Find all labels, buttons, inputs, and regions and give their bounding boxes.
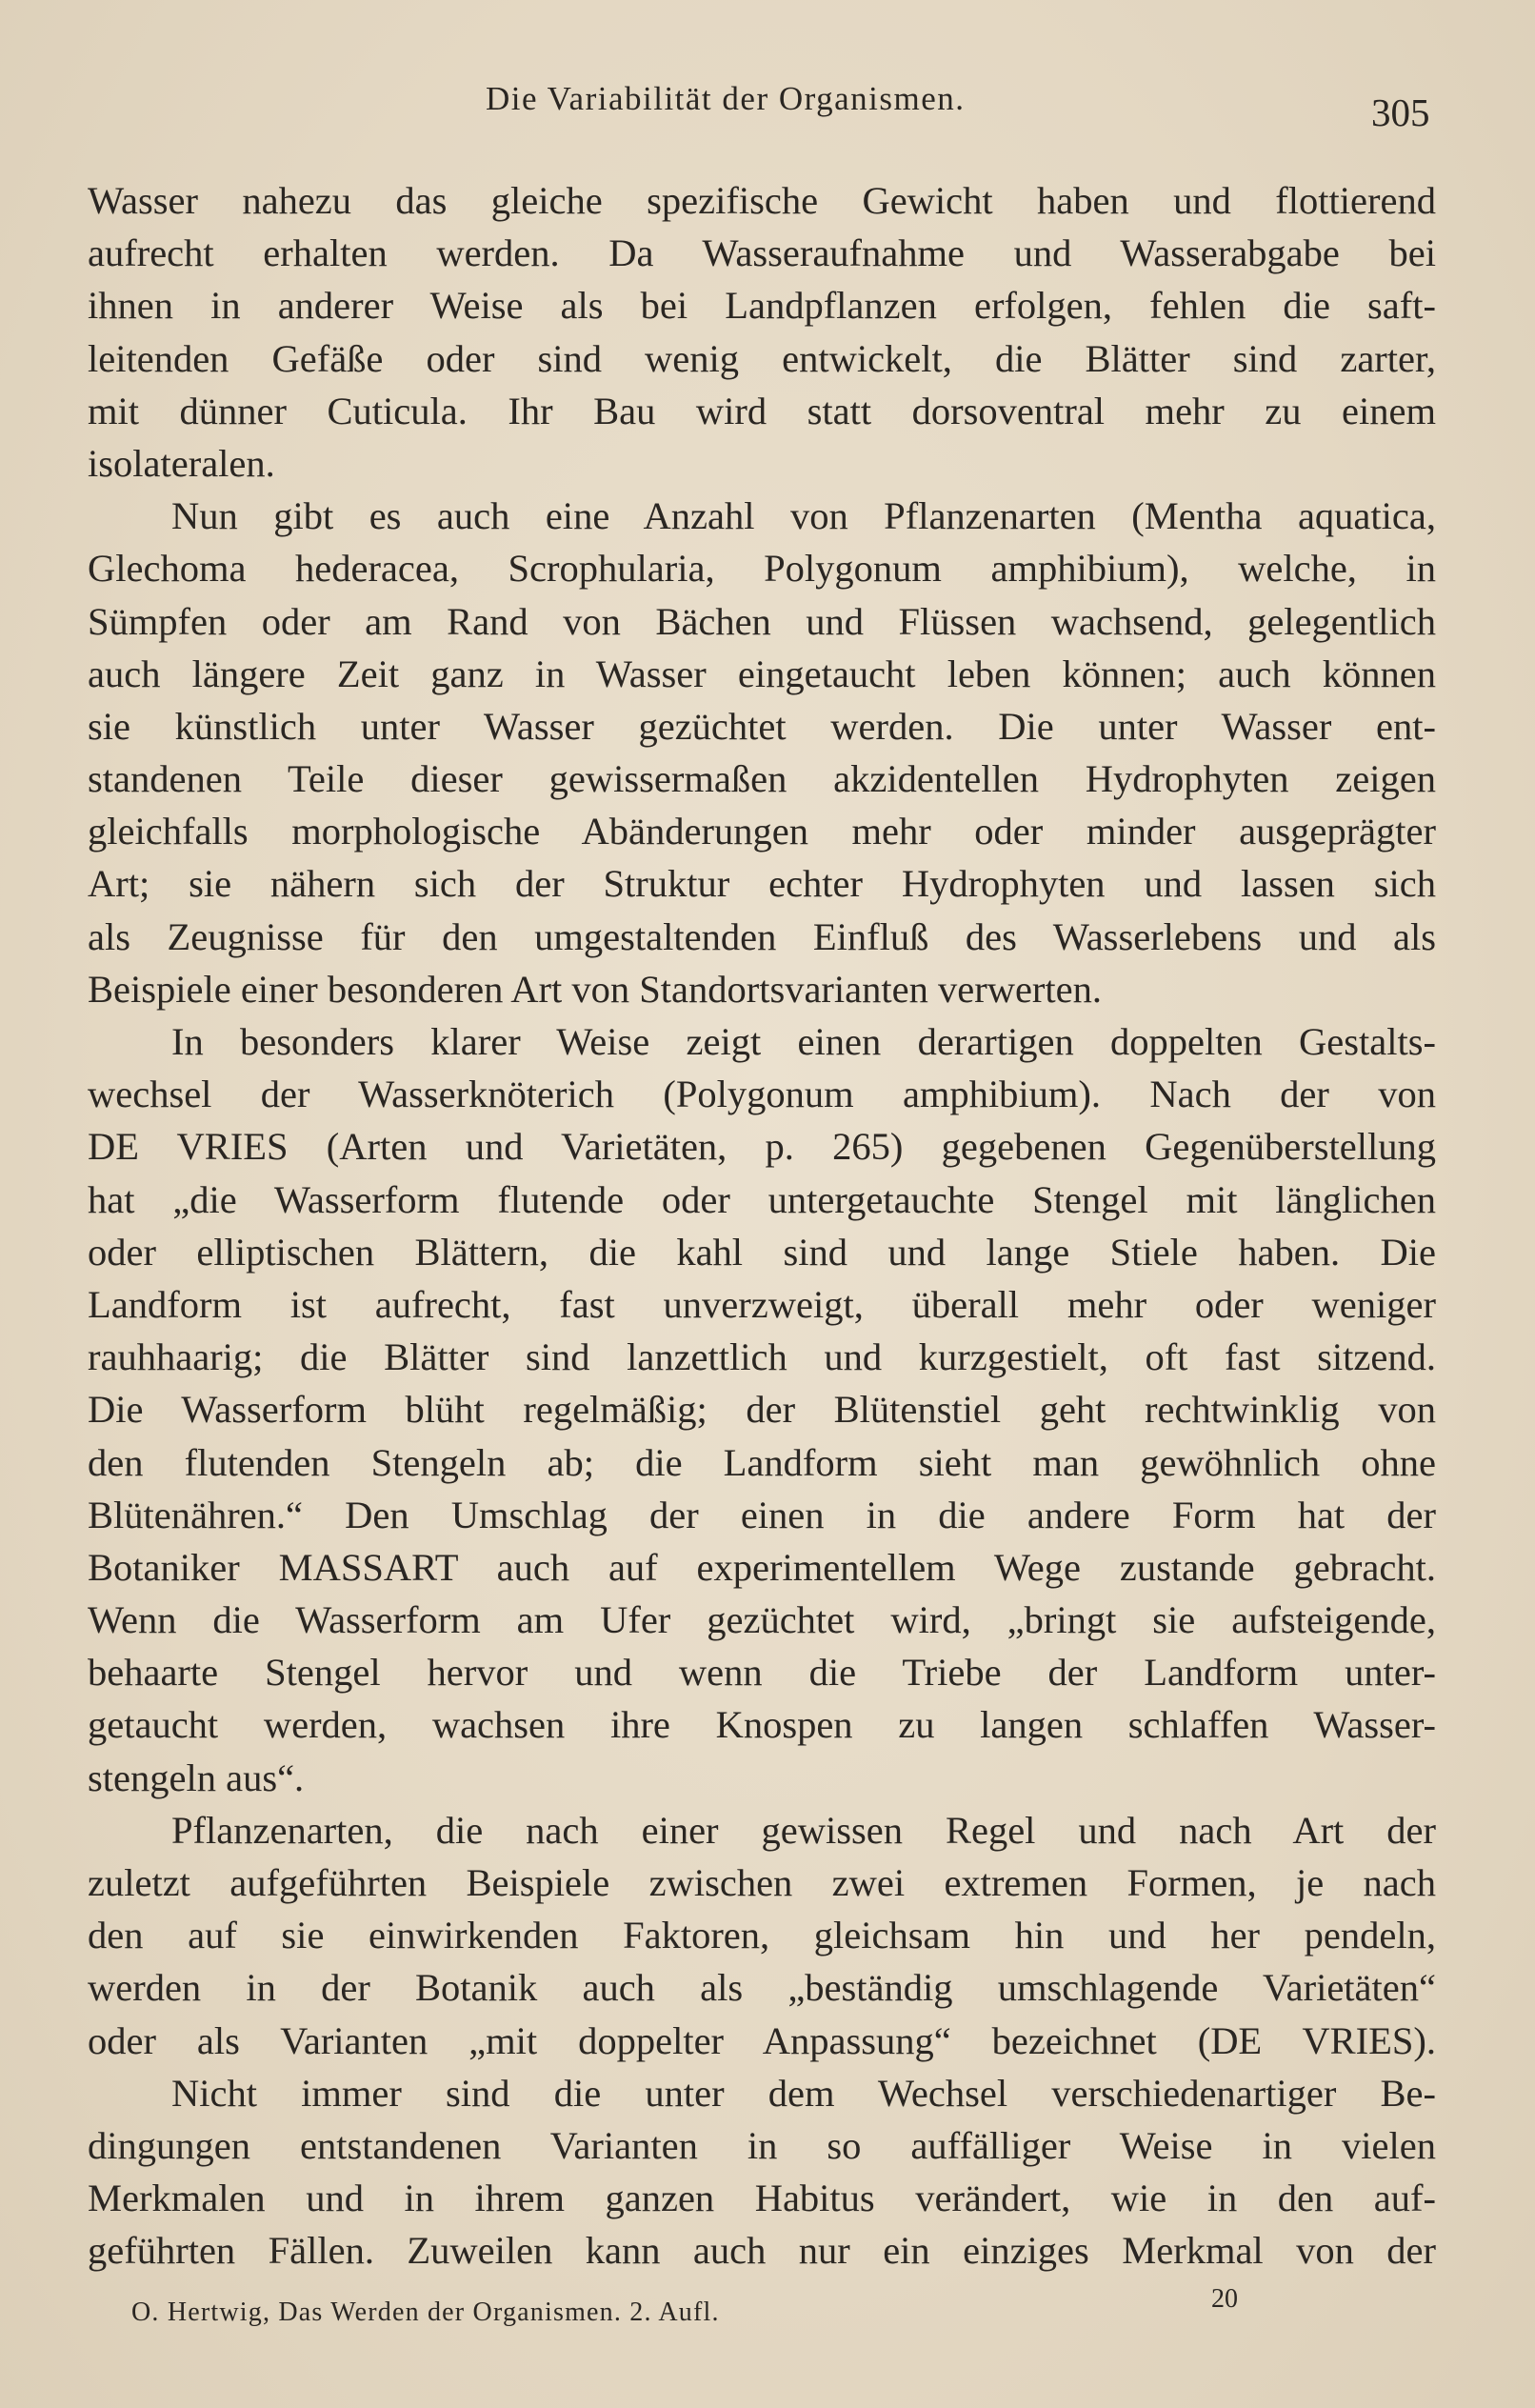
text-line: als Zeugnisse für den umgestaltenden Einfluß des Wasserlebens und als xyxy=(88,914,1436,958)
paragraph-5 xyxy=(88,2067,1436,2278)
text-line: Wenn die Wasserform am Ufer gezüchtet wird, „bringt sie aufsteigende, xyxy=(88,1598,1436,1642)
text-line: rauhhaarig; die Blätter sind lanzettlich und kurzgestielt, oft fast sitzend. xyxy=(88,1335,1436,1379)
text-line: ihnen in anderer Weise als bei Landpflanzen erfolgen, fehlen die saft- xyxy=(88,284,1436,328)
text-line: gleichfalls morphologische Abänderungen mehr oder minder ausgeprägter xyxy=(88,810,1436,853)
text-line: oder als Varianten „mit doppelter Anpassung“ bezeichnet (DE VRIES). xyxy=(88,2018,1436,2062)
text-line: Wasser nahezu das gleiche spezifische Gewicht haben und flottierend xyxy=(88,179,1436,222)
sheet-number: 20 xyxy=(1211,2284,1238,2314)
text-line: Nun gibt es auch eine Anzahl von Pflanzenarten (Mentha aquatica, xyxy=(171,494,1436,538)
text-line: auch längere Zeit ganz in Wasser eingetaucht leben können; auch können xyxy=(88,652,1436,695)
paragraph-4 xyxy=(88,1804,1436,2067)
text-line: Blütenähren.“ Den Umschlag der einen in die andere Form hat der xyxy=(88,1493,1436,1536)
text-line: stengeln aus“. xyxy=(88,1756,305,1799)
text-line: mit dünner Cuticula. Ihr Bau wird statt dorsoventral mehr zu einem xyxy=(88,389,1436,432)
text-line: Landform ist aufrecht, fast unverzweigt, überall mehr oder weniger xyxy=(88,1282,1436,1326)
text-line: Pflanzenarten, die nach einer gewissen Regel und nach Art der xyxy=(171,1808,1436,1852)
text-line: hat „die Wasserform flutende oder untergetauchte Stengel mit länglichen xyxy=(88,1177,1436,1221)
running-title: Die Variabilität der Organismen. xyxy=(486,80,966,117)
text-line: Die Wasserform blüht regelmäßig; der Blütenstiel geht rechtwinklig von xyxy=(88,1388,1436,1432)
text-line: Glechoma hederacea, Scrophularia, Polygonum amphibium), welche, in xyxy=(88,547,1436,591)
text-line: geführten Fällen. Zuweilen kann auch nur ein einziges Merkmal von der xyxy=(88,2229,1436,2273)
text-line: den auf sie einwirkenden Faktoren, gleichsam hin und her pendeln, xyxy=(88,1914,1436,1957)
printer-signature: O. Hertwig, Das Werden der Organismen. 2. Aufl. xyxy=(131,2298,720,2327)
body-text xyxy=(88,174,1436,2278)
text-line: dingungen entstandenen Varianten in so auffälliger Weise in vielen xyxy=(88,2123,1436,2167)
text-line: aufrecht erhalten werden. Da Wasseraufnahme und Wasserabgabe bei xyxy=(88,231,1436,275)
paragraph-1 xyxy=(88,174,1436,490)
paragraph-2 xyxy=(88,490,1436,1015)
text-line: DE VRIES (Arten und Varietäten, p. 265) gegebenen Gegenüberstellung xyxy=(88,1125,1436,1169)
text-line: In besonders klarer Weise zeigt einen derartigen doppelten Gestalts- xyxy=(171,1020,1436,1063)
page-number: 305 xyxy=(1371,90,1430,134)
paragraph-3 xyxy=(88,1015,1436,1804)
text-line: Sümpfen oder am Rand von Bächen und Flüssen wachsend, gelegentlich xyxy=(88,599,1436,643)
text-line: oder elliptischen Blättern, die kahl sind und lange Stiele haben. Die xyxy=(88,1230,1436,1274)
text-line: Beispiele einer besonderen Art von Standortsvarianten verwerten. xyxy=(88,967,1103,1011)
text-line: wechsel der Wasserknöterich (Polygonum amphibium). Nach der von xyxy=(88,1073,1436,1116)
text-line: behaarte Stengel hervor und wenn die Triebe der Landform unter- xyxy=(88,1651,1436,1695)
text-line: leitenden Gefäße oder sind wenig entwickelt, die Blätter sind zarter, xyxy=(88,336,1436,380)
text-line: Art; sie nähern sich der Struktur echter Hydrophyten und lassen sich xyxy=(88,862,1436,906)
text-line: zuletzt aufgeführten Beispiele zwischen zwei extremen Formen, je nach xyxy=(88,1861,1436,1904)
text-line: isolateralen. xyxy=(88,441,275,485)
text-line: werden in der Botanik auch als „beständig umschlagende Varietäten“ xyxy=(88,1966,1436,2010)
text-line: Botaniker MASSART auch auf experimentellem Wege zustande gebracht. xyxy=(88,1545,1436,1589)
text-line: standenen Teile dieser gewissermaßen akzidentellen Hydrophyten zeigen xyxy=(88,757,1436,801)
text-line: getaucht werden, wachsen ihre Knospen zu langen schlaffen Wasser- xyxy=(88,1703,1436,1747)
text-line: den flutenden Stengeln ab; die Landform sieht man gewöhnlich ohne xyxy=(88,1440,1436,1484)
text-line: Merkmalen und in ihrem ganzen Habitus verändert, wie in den auf- xyxy=(88,2177,1436,2220)
text-line: sie künstlich unter Wasser gezüchtet werden. Die unter Wasser ent- xyxy=(88,704,1436,748)
text-line: Nicht immer sind die unter dem Wechsel verschiedenartiger Be- xyxy=(171,2071,1436,2115)
